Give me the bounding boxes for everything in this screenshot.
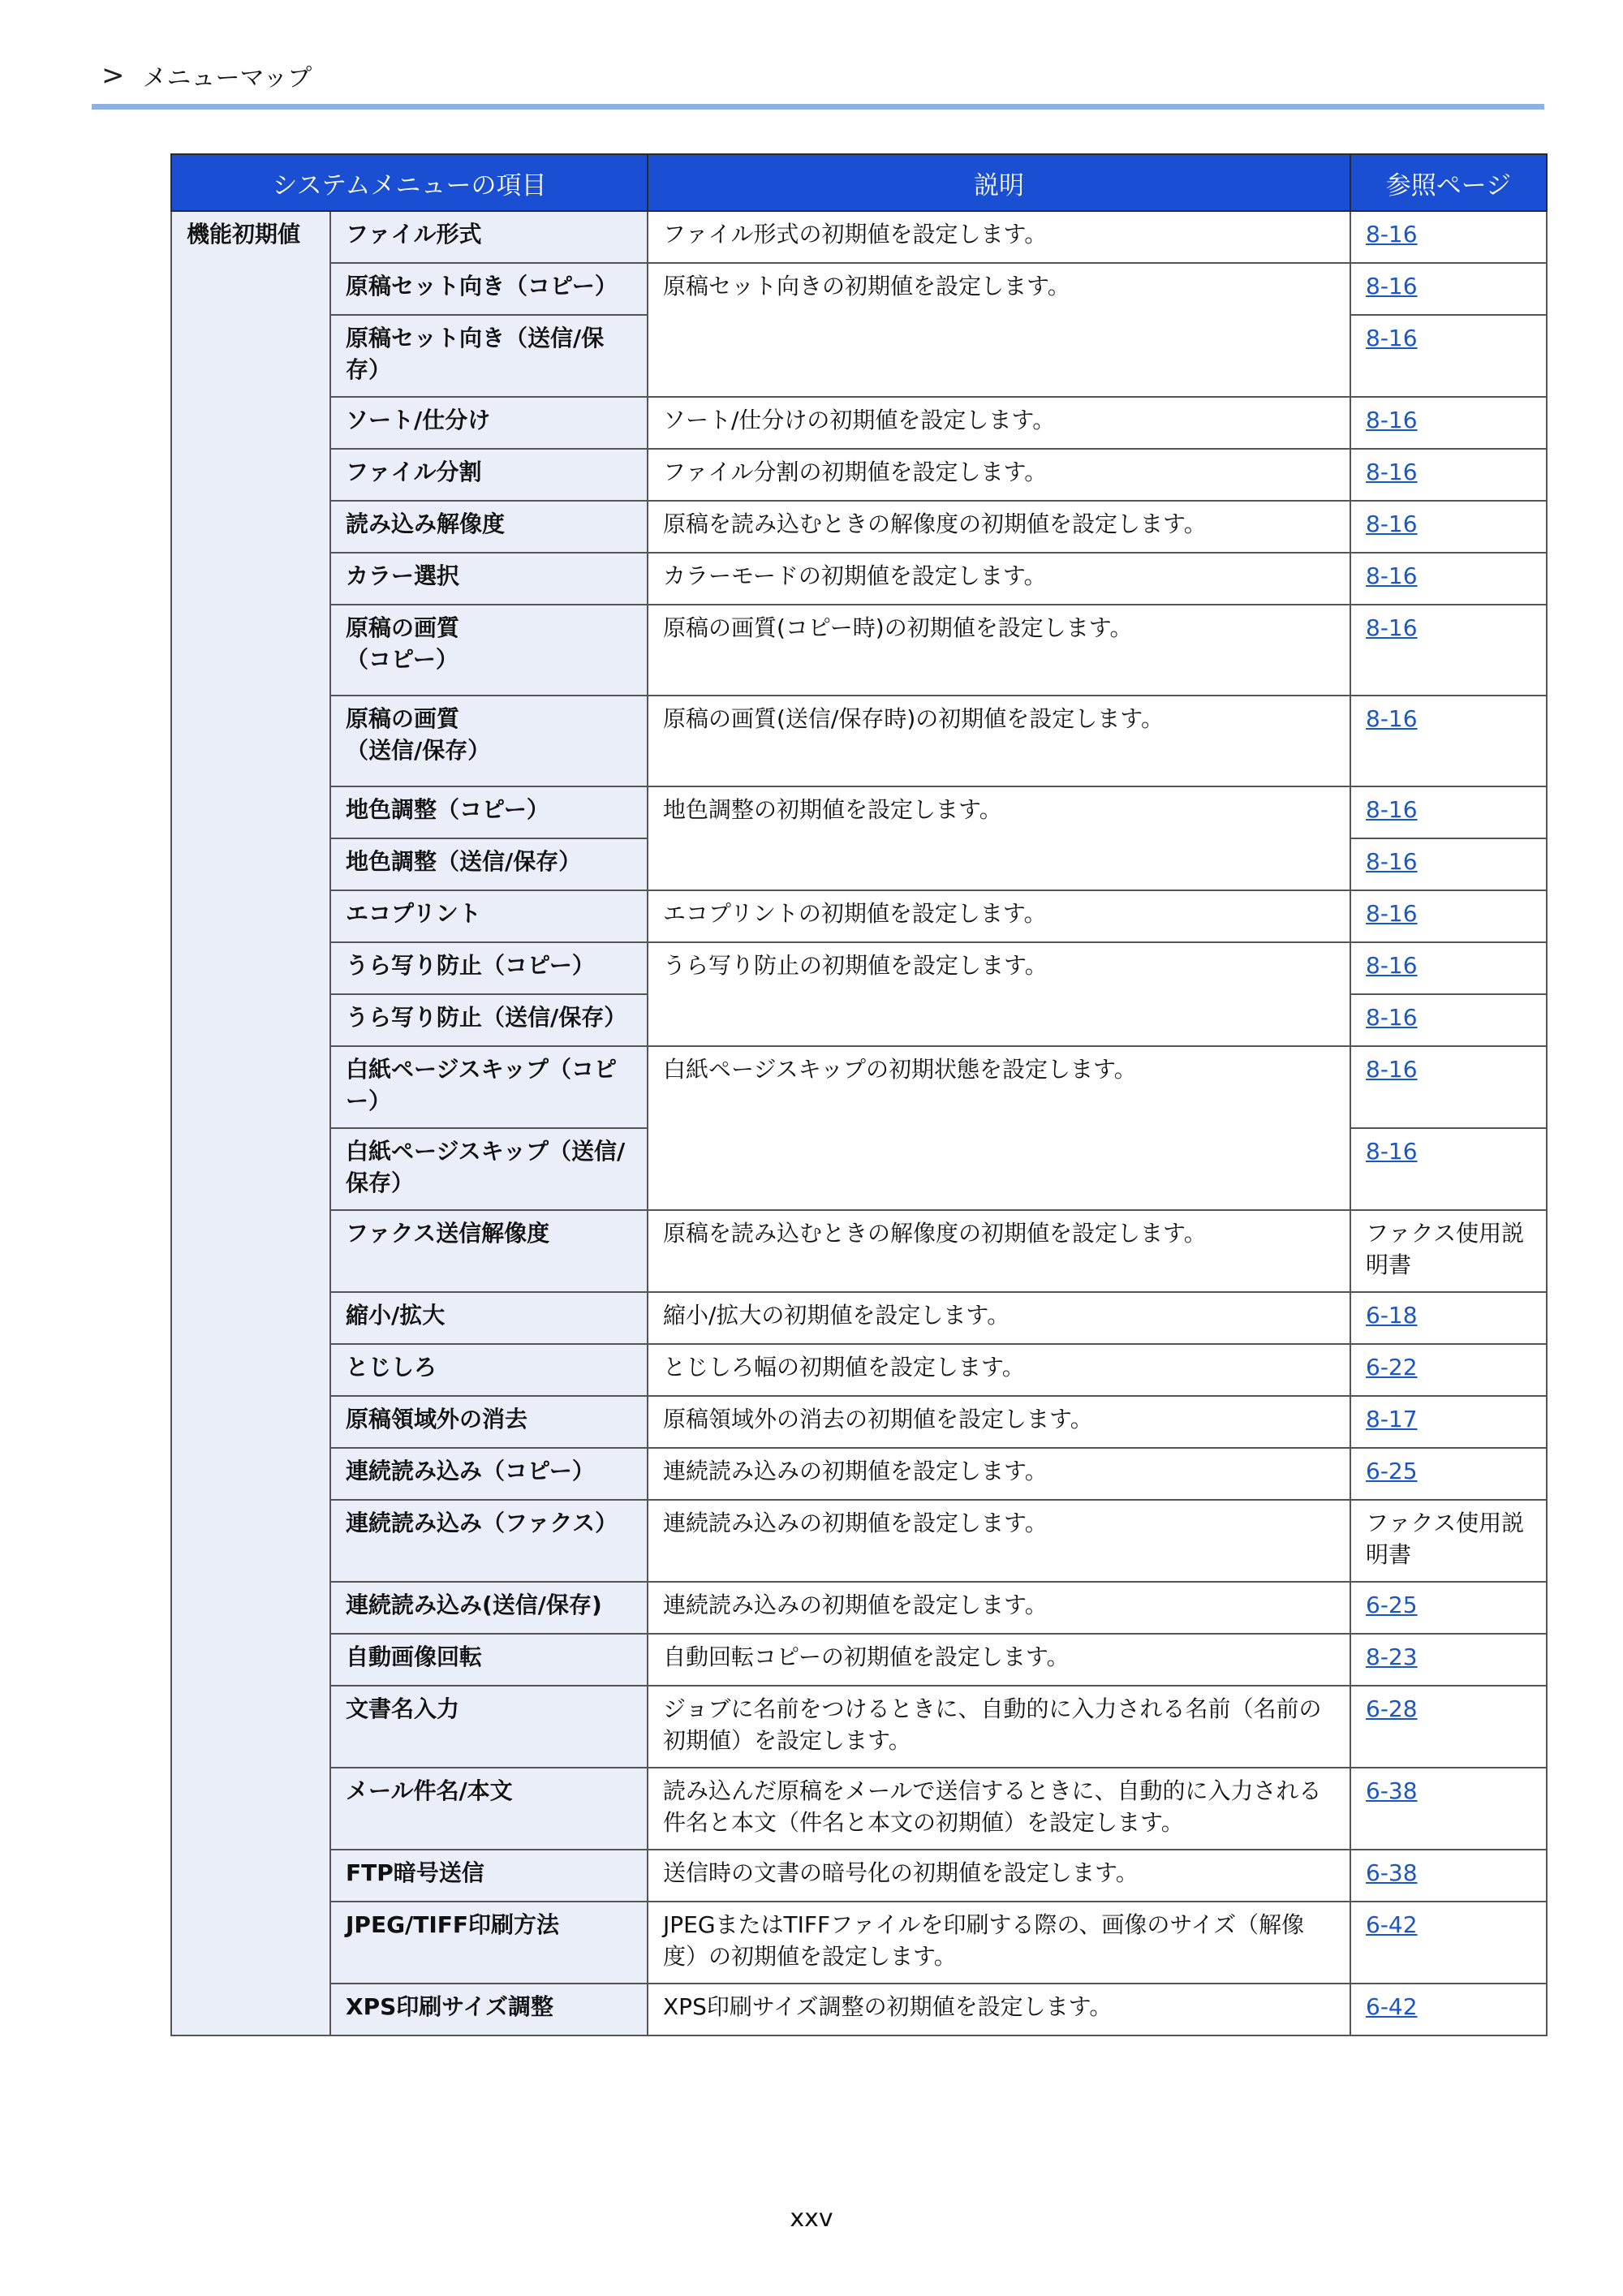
- reference-cell: [1350, 1448, 1547, 1500]
- menu-item-name: 縮小/拡大: [330, 1292, 648, 1344]
- menu-item-name: 原稿の画質 （コピー）: [330, 605, 648, 696]
- menu-item-name: ソート/仕分け: [330, 397, 648, 449]
- menu-item-description: 地色調整の初期値を設定します。: [648, 786, 1350, 890]
- menu-item-name: とじしろ: [330, 1344, 648, 1396]
- menu-item-description: XPS印刷サイズ調整の初期値を設定します。: [648, 1984, 1350, 2035]
- menu-table: [170, 153, 1548, 2036]
- reference-cell: [1350, 1902, 1547, 1984]
- menu-item-name: 連続読み込み(送信/保存): [330, 1582, 648, 1634]
- menu-item-description: 連続読み込みの初期値を設定します。: [648, 1582, 1350, 1634]
- reference-cell: [1350, 1850, 1547, 1902]
- page-link[interactable]: 8-16: [1366, 900, 1418, 927]
- page-link[interactable]: 8-17: [1366, 1406, 1418, 1432]
- menu-item-name: ファイル形式: [330, 211, 648, 263]
- menu-item-name: XPS印刷サイズ調整: [330, 1984, 648, 2035]
- menu-item-description: とじしろ幅の初期値を設定します。: [648, 1344, 1350, 1396]
- menu-item-name: ファクス送信解像度: [330, 1210, 648, 1292]
- table-row: [171, 1210, 1547, 1292]
- table-row: [171, 449, 1547, 501]
- table-row: [171, 1396, 1547, 1448]
- menu-item-name: 読み込み解像度: [330, 501, 648, 553]
- menu-item-name: 文書名入力: [330, 1686, 648, 1768]
- menu-item-name: 原稿領域外の消去: [330, 1396, 648, 1448]
- menu-item-description: 白紙ページスキップの初期状態を設定します。: [648, 1046, 1350, 1210]
- page-link[interactable]: 8-16: [1366, 273, 1418, 299]
- page-link[interactable]: 6-38: [1366, 1777, 1418, 1804]
- menu-item-description: 連続読み込みの初期値を設定します。: [648, 1448, 1350, 1500]
- menu-item-name: FTP暗号送信: [330, 1850, 648, 1902]
- reference-cell: [1350, 1396, 1547, 1448]
- menu-item-name: カラー選択: [330, 553, 648, 605]
- menu-item-description: 原稿セット向きの初期値を設定します。: [648, 263, 1350, 397]
- table-row: [171, 1634, 1547, 1686]
- menu-item-name: 原稿セット向き（送信/保存）: [330, 315, 648, 397]
- menu-item-description: 原稿領域外の消去の初期値を設定します。: [648, 1396, 1350, 1448]
- page-header: [101, 55, 312, 96]
- reference-cell: [1350, 838, 1547, 890]
- reference-cell: [1350, 1500, 1547, 1582]
- header-title: メニューマップ: [142, 64, 312, 93]
- menu-item-name: ファイル分割: [330, 449, 648, 501]
- page-link[interactable]: 6-25: [1366, 1458, 1418, 1484]
- page-link[interactable]: 8-16: [1366, 1004, 1418, 1031]
- menu-item-name: 原稿の画質 （送信/保存）: [330, 696, 648, 786]
- category-cell: 機能初期値: [171, 211, 330, 2035]
- reference-cell: [1350, 1292, 1547, 1344]
- reference-cell: [1350, 211, 1547, 263]
- menu-item-description: 自動回転コピーの初期値を設定します。: [648, 1634, 1350, 1686]
- menu-item-description: カラーモードの初期値を設定します。: [648, 553, 1350, 605]
- reference-cell: [1350, 696, 1547, 786]
- menu-item-name: うら写り防止（コピー）: [330, 942, 648, 994]
- menu-item-name: うら写り防止（送信/保存）: [330, 994, 648, 1046]
- menu-item-name: 自動画像回転: [330, 1634, 648, 1686]
- reference-cell: [1350, 1582, 1547, 1634]
- reference-cell: [1350, 1768, 1547, 1850]
- header-reference-page: 参照ページ: [1350, 154, 1547, 211]
- table-row: [171, 1686, 1547, 1768]
- table-row: [171, 1902, 1547, 1984]
- page-link[interactable]: 6-18: [1366, 1302, 1418, 1329]
- page-link[interactable]: 8-16: [1366, 952, 1418, 979]
- page-link[interactable]: 8-16: [1366, 796, 1418, 823]
- table-row: [171, 553, 1547, 605]
- table-row: [171, 1344, 1547, 1396]
- table-row: [171, 605, 1547, 696]
- table-row: [171, 1582, 1547, 1634]
- menu-item-description: 原稿を読み込むときの解像度の初期値を設定します。: [648, 1210, 1350, 1292]
- menu-item-name: 連続読み込み（コピー）: [330, 1448, 648, 1500]
- menu-item-description: 連続読み込みの初期値を設定します。: [648, 1500, 1350, 1582]
- menu-item-name: 原稿セット向き（コピー）: [330, 263, 648, 315]
- page-number: xxv: [790, 2204, 833, 2233]
- reference-cell: [1350, 1984, 1547, 2035]
- menu-item-name: 地色調整（コピー）: [330, 786, 648, 838]
- page-link[interactable]: 8-16: [1366, 1138, 1418, 1165]
- table-row: [171, 1292, 1547, 1344]
- table-row: [171, 397, 1547, 449]
- reference-cell: [1350, 994, 1547, 1046]
- menu-item-description: 原稿の画質(コピー時)の初期値を設定します。: [648, 605, 1350, 696]
- menu-item-description: ファイル分割の初期値を設定します。: [648, 449, 1350, 501]
- menu-item-description: ジョブに名前をつけるときに、自動的に入力される名前（名前の初期値）を設定します。: [648, 1686, 1350, 1768]
- reference-cell: [1350, 315, 1547, 397]
- page-link[interactable]: 8-16: [1366, 562, 1418, 589]
- reference-cell: [1350, 501, 1547, 553]
- menu-item-description: JPEGまたはTIFFファイルを印刷する際の、画像のサイズ（解像度）の初期値を設定します。: [648, 1902, 1350, 1984]
- reference-cell: [1350, 449, 1547, 501]
- reference-cell: [1350, 1344, 1547, 1396]
- page-link[interactable]: 6-22: [1366, 1354, 1418, 1381]
- menu-item-name: JPEG/TIFF印刷方法: [330, 1902, 648, 1984]
- table-row: [171, 890, 1547, 942]
- page-link[interactable]: 6-38: [1366, 1859, 1418, 1886]
- table-row: [171, 1500, 1547, 1582]
- page-link[interactable]: 8-16: [1366, 510, 1418, 537]
- page-link[interactable]: 8-23: [1366, 1643, 1418, 1670]
- reference-cell: [1350, 890, 1547, 942]
- menu-item-description: 縮小/拡大の初期値を設定します。: [648, 1292, 1350, 1344]
- page-link[interactable]: 8-16: [1366, 614, 1418, 641]
- table-row: [171, 696, 1547, 786]
- page-link[interactable]: 6-42: [1366, 1911, 1418, 1938]
- menu-item-description: 読み込んだ原稿をメールで送信するときに、自動的に入力される件名と本文（件名と本文の初期値）を設定します。: [648, 1768, 1350, 1850]
- page-link[interactable]: 8-16: [1366, 325, 1418, 351]
- menu-item-description: 送信時の文書の暗号化の初期値を設定します。: [648, 1850, 1350, 1902]
- menu-item-description: エコプリントの初期値を設定します。: [648, 890, 1350, 942]
- header-rule: [92, 104, 1544, 110]
- page-link[interactable]: 6-28: [1366, 1695, 1418, 1722]
- reference-text: ファクス使用説明書: [1366, 1510, 1525, 1568]
- page-link[interactable]: 8-16: [1366, 221, 1418, 248]
- menu-item-name: エコプリント: [330, 890, 648, 942]
- reference-cell: [1350, 397, 1547, 449]
- table-row: [171, 942, 1547, 994]
- table-row: [171, 1046, 1547, 1128]
- chevron-right-icon: >: [101, 59, 125, 92]
- menu-item-name: メール件名/本文: [330, 1768, 648, 1850]
- menu-item-description: ファイル形式の初期値を設定します。: [648, 211, 1350, 263]
- reference-cell: [1350, 553, 1547, 605]
- page-link[interactable]: 8-16: [1366, 459, 1418, 485]
- menu-item-name: 地色調整（送信/保存）: [330, 838, 648, 890]
- page-link[interactable]: 6-25: [1366, 1592, 1418, 1618]
- menu-item-description: 原稿の画質(送信/保存時)の初期値を設定します。: [648, 696, 1350, 786]
- reference-cell: [1350, 1128, 1547, 1210]
- table-row: [171, 1448, 1547, 1500]
- reference-cell: [1350, 1686, 1547, 1768]
- table-row: [171, 1768, 1547, 1850]
- header-description: 説明: [648, 154, 1350, 211]
- table-row: [171, 1984, 1547, 2035]
- menu-item-name: 連続読み込み（ファクス）: [330, 1500, 648, 1582]
- table-header-row: [171, 154, 1547, 211]
- table-row: [171, 263, 1547, 315]
- menu-item-description: うら写り防止の初期値を設定します。: [648, 942, 1350, 1046]
- reference-cell: [1350, 263, 1547, 315]
- page-link[interactable]: 6-42: [1366, 1993, 1418, 2020]
- reference-cell: [1350, 1634, 1547, 1686]
- table-row: [171, 1850, 1547, 1902]
- page-link[interactable]: 8-16: [1366, 848, 1418, 875]
- page-link[interactable]: 8-16: [1366, 407, 1418, 433]
- page-link[interactable]: 8-16: [1366, 705, 1418, 732]
- menu-item-name: 白紙ページスキップ（コピー）: [330, 1046, 648, 1128]
- header-system-menu-item: システムメニューの項目: [171, 154, 648, 211]
- table-row: [171, 211, 1547, 263]
- menu-item-name: 白紙ページスキップ（送信/保存）: [330, 1128, 648, 1210]
- page-link[interactable]: 8-16: [1366, 1056, 1418, 1083]
- menu-item-description: ソート/仕分けの初期値を設定します。: [648, 397, 1350, 449]
- reference-cell: [1350, 942, 1547, 994]
- menu-item-description: 原稿を読み込むときの解像度の初期値を設定します。: [648, 501, 1350, 553]
- reference-cell: [1350, 605, 1547, 696]
- reference-cell: [1350, 1210, 1547, 1292]
- reference-cell: [1350, 786, 1547, 838]
- table-row: [171, 501, 1547, 553]
- reference-text: ファクス使用説明書: [1366, 1220, 1525, 1278]
- reference-cell: [1350, 1046, 1547, 1128]
- table-row: [171, 786, 1547, 838]
